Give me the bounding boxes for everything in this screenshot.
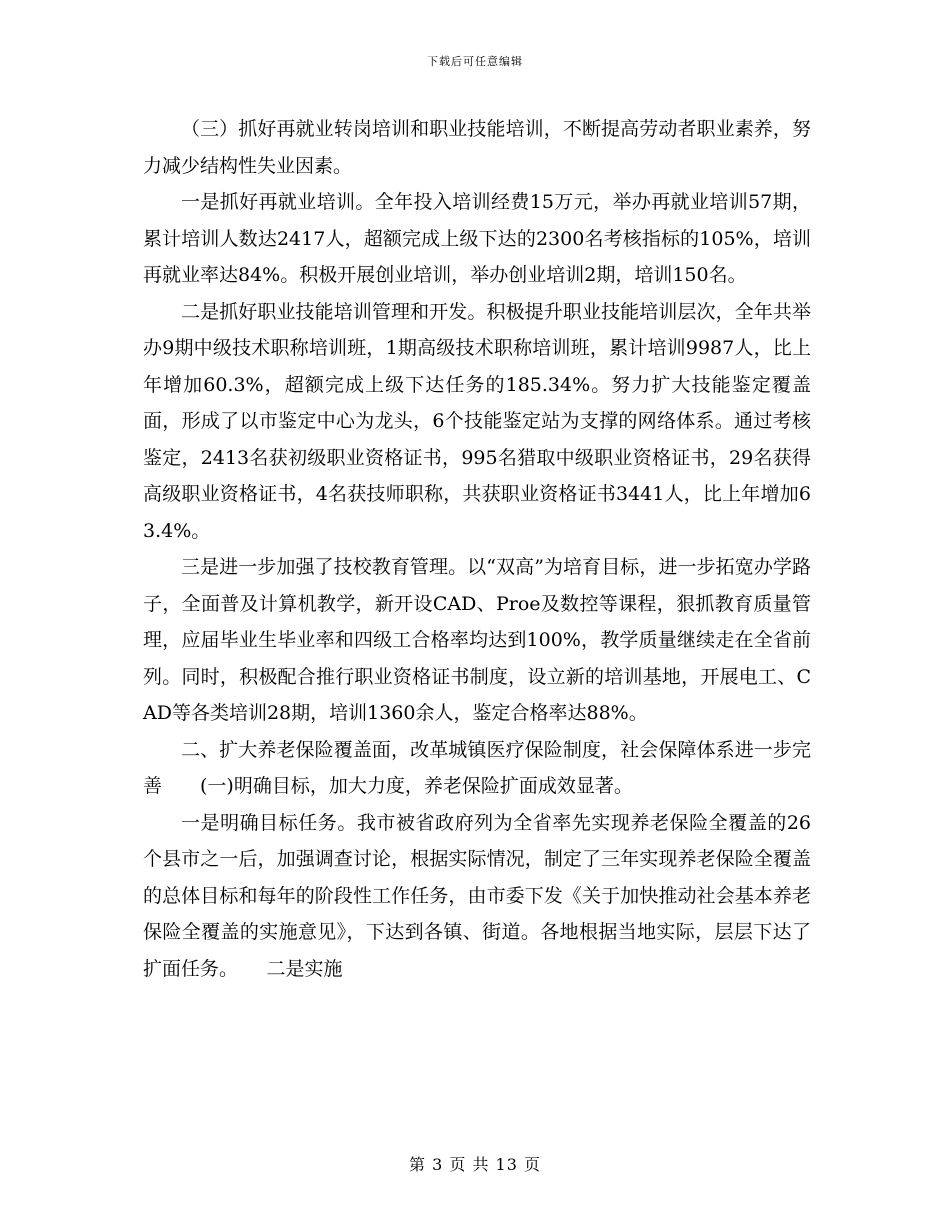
page-label-suffix: 页 bbox=[524, 1155, 542, 1174]
page-label-prefix: 第 bbox=[408, 1155, 426, 1174]
total-page-count: 13 bbox=[495, 1155, 518, 1174]
paragraph-reemployment-training: 一是抓好再就业培训。全年投入培训经费15万元，举办再就业培训57期，累计培训人数达2417人，超额完成上级下达的2300名考核指标的105%，培训再就业率达84%。积极开展创业培训，举办创业培训2期，培训150名。 bbox=[143, 191, 811, 286]
page-header: 下载后可任意编辑 bbox=[427, 55, 523, 68]
paragraph-pension-insurance-heading: 二、扩大养老保险覆盖面，改革城镇医疗保险制度，社会保障体系进一步完善 (一)明确目标，加大力度，养老保险扩面成效显著。 bbox=[143, 738, 811, 797]
document-body bbox=[143, 111, 811, 987]
current-page-number: 3 bbox=[432, 1155, 444, 1174]
paragraph-vocational-skills: 二是抓好职业技能培训管理和开发。积极提升职业技能培训层次，全年共举办9期中级技术职称培训班，1期高级技术职称培训班，累计培训9987人，比上年增加60.3%，超额完成上级下达任务的185.34%。努力扩大技能鉴定覆盖面，形成了以市鉴定中心为龙头，6个技能鉴定站为支撑的网络体系。通过考核鉴定，2413名获初级职业资格证书，995名猎取中级职业资格证书，29名获得高级职业资格证书，4名获技师职称，共获职业资格证书3441人，比上年增加63.4%。 bbox=[143, 300, 811, 542]
paragraph-technical-school: 三是进一步加强了技校教育管理。以“双高”为培育目标，进一步拓宽办学路子，全面普及计算机教学，新开设CAD、Proe及数控等课程，狠抓教育质量管理，应届毕业生毕业率和四级工合格率均达到100%，教学质量继续走在全省前列。同时，积极配合推行职业资格证书制度，设立新的培训基地，开展电工、CAD等各类培训28期，培训1360余人，鉴定合格率达88%。 bbox=[143, 556, 811, 724]
page-footer bbox=[0, 1152, 950, 1175]
paragraph-pension-targets: 一是明确目标任务。我市被省政府列为全省率先实现养老保险全覆盖的26个县市之一后，加强调查讨论，根据实际情况，制定了三年实现养老保险全覆盖的总体目标和每年的阶段性工作任务，由市委下发《关于加快推动社会基本养老保险全覆盖的实施意见》，下达到各镇、街道。各地根据当地实际，层层下达了扩面任务。 二是实施 bbox=[143, 811, 811, 980]
paragraph-section-3-heading: （三）抓好再就业转岗培训和职业技能培训，不断提高劳动者职业素养，努力减少结构性失业因素。 bbox=[143, 118, 811, 177]
page-label-middle: 页 共 bbox=[449, 1155, 490, 1174]
